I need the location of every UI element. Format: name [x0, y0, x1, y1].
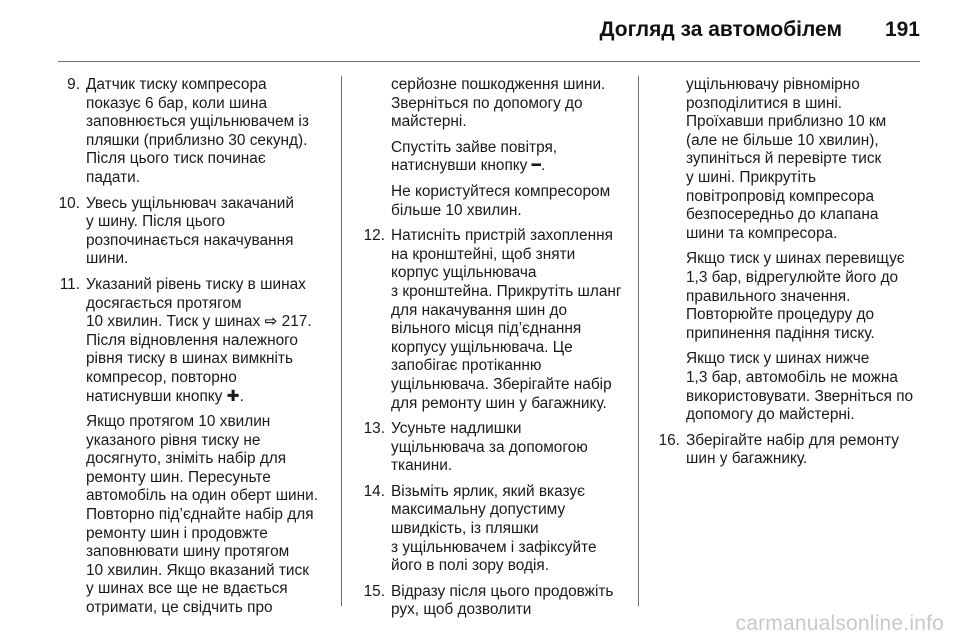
text-line: максимальну допустиму	[391, 501, 566, 519]
item-text	[86, 76, 332, 188]
watermark: carmanualsonline.info	[735, 612, 944, 635]
text-line: з ущільнювачем і зафіксуйте	[391, 538, 597, 556]
item-text	[391, 227, 625, 413]
text-line: ущільнювача за допомогою	[391, 438, 588, 456]
text-line: безпосередньо до клапана	[686, 206, 879, 224]
text-line: 1,3 бар, відрегулюйте його до	[686, 268, 899, 286]
continued-paragraph	[391, 76, 625, 132]
text-line: Відразу після цього продовжіть	[391, 582, 614, 600]
text-line: використовувати. Зверніться по	[686, 387, 914, 405]
text-line: його в полі зору водія.	[391, 557, 549, 575]
text-line: розпочинається накачування	[86, 231, 294, 249]
text-line: 1,3 бар, автомобіль не можна	[686, 368, 898, 386]
item-number: 11.	[59, 275, 80, 293]
page-title: Догляд за автомобілем	[599, 18, 842, 41]
continued-paragraph	[686, 250, 925, 343]
column-2	[355, 76, 625, 627]
item-paragraph: Указаний рівень тиску в шинах досягається протягом 10 хвилин. Тиск у шинах ⇨ 217. Після відновлення належного рівня тиску в шинах вимкніть компресор, повторно натиснувши кнопку ✚.	[86, 276, 332, 406]
list-item-12	[355, 227, 625, 413]
plus-icon: ✚	[226, 387, 240, 405]
text-line: указаного рівня тиску не	[86, 431, 261, 449]
column-1	[50, 76, 332, 625]
page-number: 191	[884, 18, 920, 41]
item-paragraph	[86, 413, 332, 618]
item-text	[391, 583, 625, 620]
arrow-right-outline-icon: ⇨	[264, 313, 278, 331]
text-line: шин у багажнику.	[686, 450, 808, 468]
item-number: 12.	[363, 227, 385, 245]
item-number: 13.	[363, 420, 385, 438]
text-line: майстерні.	[391, 113, 467, 131]
text-line: Повторно під’єднайте набір для	[86, 506, 314, 524]
item-text	[391, 483, 625, 576]
text-line: розподілитися в шині.	[686, 94, 843, 112]
text-line: більше 10 хвилин.	[391, 201, 522, 219]
list-item-14	[355, 483, 625, 576]
text-line: рівня тиску в шинах вимкніть	[86, 350, 293, 368]
item-text	[391, 420, 625, 476]
list-item-15	[355, 583, 625, 620]
text-line: досягнуто, зніміть набір для	[86, 450, 287, 468]
text-line: Датчик тиску компресора	[86, 76, 267, 93]
text-line: Зверніться по допомогу до	[391, 94, 583, 112]
text-line: тканини.	[391, 457, 453, 475]
text-line: припинення падіння тиску.	[686, 324, 875, 342]
text-line: у шинах все ще не вдається	[86, 580, 288, 598]
header-divider	[58, 61, 920, 62]
text-line: (але не більше 10 хвилин),	[686, 131, 879, 149]
text-line: автомобіль на один оберт шини.	[86, 487, 319, 505]
item-number: 9.	[67, 76, 80, 93]
text-line: шини.	[86, 250, 129, 268]
list-item-11	[50, 276, 332, 618]
minus-icon: ━	[531, 157, 541, 175]
text-line: Якщо протягом 10 хвилин	[86, 413, 271, 431]
text-line: запобігає протіканню	[391, 357, 542, 375]
text-line: Не користуйтеся компресором	[391, 182, 611, 200]
text-line: корпусу ущільнювача. Це	[391, 338, 573, 356]
text-line: Проїхавши приблизно 10 км	[686, 113, 887, 131]
column-divider-1	[341, 76, 342, 606]
text-line: для накачування шин до	[391, 301, 568, 319]
column-3	[650, 76, 925, 476]
item-text	[686, 432, 925, 469]
text-line: ремонту шин і продовжте	[86, 524, 268, 542]
text-line: падати.	[86, 168, 141, 186]
text-line: з кронштейна. Прикрутіть шланг	[391, 282, 622, 300]
column-divider-2	[638, 76, 639, 606]
item-number: 15.	[363, 582, 385, 600]
text-line: Після цього тиск починає	[86, 150, 266, 168]
item-text	[86, 195, 332, 269]
text-line: Увесь ущільнювач закачаний	[86, 194, 294, 212]
text-line: Після відновлення належного	[86, 331, 298, 349]
text-line: досягається протягом	[86, 294, 242, 312]
text-line: пляшки (приблизно 30 секунд).	[86, 131, 308, 149]
text-line: ущільнювачу рівномірно	[686, 76, 860, 93]
continued-paragraph	[391, 183, 625, 220]
text-line: показує 6 бар, коли шина	[86, 94, 268, 112]
text-line: Повторюйте процедуру до	[686, 306, 875, 324]
list-item-13	[355, 420, 625, 476]
continued-paragraph	[686, 76, 925, 243]
text-line: заповнювати шину протягом	[86, 543, 290, 561]
text-line: у шину. Після цього	[86, 213, 226, 231]
text-line: Указаний рівень тиску в шинах	[86, 275, 306, 293]
text-line: отримати, це свідчить про	[86, 599, 273, 617]
text-line: Якщо тиск у шинах нижче	[686, 350, 870, 368]
continued-paragraph: Спустіть зайве повітря, натиснувши кнопку ━.	[391, 138, 558, 175]
text-line: рух, щоб дозволити	[391, 601, 532, 619]
text-line: зупиніться й перевірте тиск	[686, 150, 882, 168]
item-number: 10.	[58, 194, 80, 212]
page-reference: 217.	[281, 313, 312, 331]
text-line: ремонту шин. Пересуньте	[86, 468, 271, 486]
text-line: у шині. Прикрутіть	[686, 168, 816, 186]
text-line: Зберігайте набір для ремонту	[686, 431, 899, 449]
item-number: 14.	[363, 482, 385, 500]
text-line: Натисніть пристрій захоплення	[391, 227, 613, 245]
text-line: Якщо тиск у шинах перевищує	[686, 250, 905, 268]
list-item-9	[50, 76, 332, 188]
text-line: на кронштейні, щоб зняти	[391, 245, 576, 263]
text-line: допомогу до майстерні.	[686, 406, 855, 424]
text-line: Візьміть ярлик, який вказує	[391, 482, 585, 500]
text-line: корпус ущільнювача	[391, 264, 537, 282]
text-line: Усуньте надлишки	[391, 420, 522, 438]
text-line: для ремонту шин у багажнику.	[391, 394, 607, 412]
text-line: правильного значення.	[686, 287, 851, 305]
item-number: 16.	[658, 431, 680, 449]
list-item-16	[650, 432, 925, 469]
text-line: повітропровід компресора	[686, 187, 875, 205]
list-item-10	[50, 195, 332, 269]
text-line: заповнюється ущільнювачем із	[86, 113, 309, 131]
text-line: серйозне пошкодження шини.	[391, 76, 606, 93]
text-line: вільного місця під’єднання	[391, 320, 582, 338]
text-line: шини та компресора.	[686, 224, 838, 242]
continued-paragraph	[686, 350, 925, 424]
text-line: ущільнювача. Зберігайте набір	[391, 375, 612, 393]
text-line: 10 хвилин. Якщо вказаний тиск	[86, 561, 309, 579]
text-line: швидкість, із пляшки	[391, 520, 539, 538]
page-header	[0, 0, 960, 60]
text-line: компресор, повторно	[86, 368, 237, 386]
